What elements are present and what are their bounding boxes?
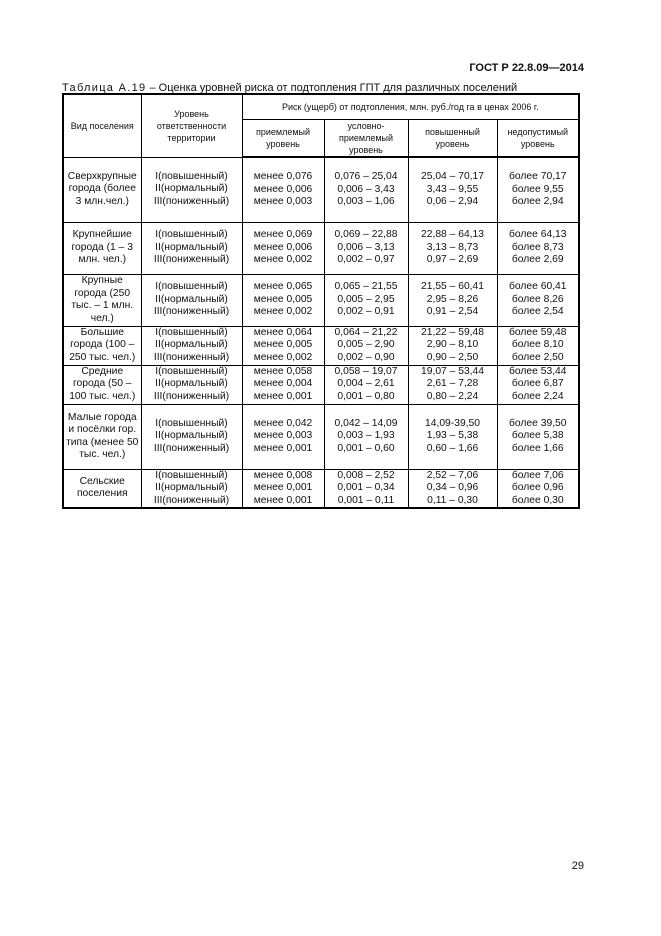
settlement-name: Крупные города (250 тыс. – 1 млн. чел.) — [63, 274, 141, 326]
responsibility-levels — [141, 326, 242, 365]
risk-value: более 2,54 — [511, 306, 564, 318]
risk-value: 0,002 – 0,91 — [337, 306, 395, 318]
risk-value: 0,006 – 3,43 — [337, 183, 395, 195]
risk-value: 14,09-39,50 — [425, 417, 480, 429]
risk-value: более 7,06 — [511, 469, 564, 481]
risk-value: 2,52 – 7,06 — [426, 469, 479, 481]
level-label: I(повышенный) — [155, 365, 228, 377]
level-label: I(повышенный) — [155, 170, 228, 182]
risk-value: более 2,50 — [511, 351, 564, 363]
risk-value: менее 0,001 — [253, 494, 313, 506]
risk-value: более 64,13 — [509, 229, 567, 241]
risk-value: более 9,55 — [511, 183, 564, 195]
risk-value: более 8,73 — [511, 241, 564, 253]
risk-value: 0,002 – 0,97 — [337, 254, 395, 266]
risk-value: менее 0,001 — [253, 442, 313, 454]
page-number: 29 — [571, 860, 584, 872]
risk-value: 0,001 – 0,34 — [337, 482, 395, 493]
risk-values — [242, 469, 324, 508]
risk-table — [62, 93, 580, 509]
risk-value: менее 0,001 — [253, 482, 313, 493]
risk-value: 0,003 – 1,06 — [337, 196, 395, 207]
risk-value: 0,003 – 1,93 — [337, 430, 395, 442]
risk-value: 21,55 – 60,41 — [421, 281, 484, 293]
table-row — [63, 326, 579, 365]
risk-values — [408, 469, 497, 508]
risk-values — [497, 404, 579, 469]
settlement-name: Сверхкрупные города (более 3 млн.чел.) — [63, 157, 141, 222]
header-settlement-type: Вид поселения — [63, 94, 141, 157]
level-label: II(нормальный) — [155, 378, 228, 390]
risk-values — [242, 222, 324, 274]
risk-value: 0,80 – 2,24 — [426, 390, 479, 402]
risk-value: более 5,38 — [511, 430, 564, 442]
risk-values — [497, 274, 579, 326]
risk-value: 0,11 – 0,30 — [427, 494, 478, 506]
risk-value: менее 0,002 — [253, 351, 313, 363]
table-row — [63, 404, 579, 469]
risk-value: 0,90 – 2,50 — [426, 351, 479, 363]
level-label: I(повышенный) — [155, 229, 228, 241]
level-label: III(пониженный) — [153, 351, 230, 363]
level-label: II(нормальный) — [155, 430, 228, 442]
risk-value: 0,058 – 19,07 — [334, 365, 398, 377]
header-acceptable: приемлемый уровень — [242, 120, 324, 158]
responsibility-levels — [141, 274, 242, 326]
risk-value: менее 0,003 — [253, 430, 313, 442]
risk-value: более 1,66 — [511, 442, 564, 454]
risk-value: более 53,44 — [509, 365, 567, 377]
table-row — [63, 274, 579, 326]
risk-values — [242, 274, 324, 326]
risk-value: менее 0,002 — [253, 306, 313, 318]
risk-values — [497, 365, 579, 404]
risk-value: более 0,96 — [511, 482, 564, 493]
risk-value: менее 0,008 — [253, 469, 313, 481]
table-row — [63, 157, 579, 222]
risk-value: менее 0,065 — [253, 281, 313, 293]
table-caption-label: Таблица А.19 — [62, 82, 147, 94]
risk-value: менее 0,006 — [253, 183, 313, 195]
risk-values — [497, 469, 579, 508]
risk-values — [408, 157, 497, 222]
risk-value: менее 0,005 — [253, 339, 313, 351]
risk-values — [497, 326, 579, 365]
risk-value: 0,34 – 0,96 — [426, 482, 479, 493]
level-label: II(нормальный) — [155, 339, 228, 351]
table-row — [63, 365, 579, 404]
risk-value: 2,90 – 8,10 — [426, 339, 479, 351]
level-label: I(повышенный) — [155, 281, 228, 293]
risk-value: 0,002 – 0,90 — [337, 351, 395, 363]
level-label: III(пониженный) — [153, 195, 230, 207]
settlement-name: Крупнейшие города (1 – 3 млн. чел.) — [63, 222, 141, 274]
risk-values — [242, 404, 324, 469]
risk-values — [324, 404, 408, 469]
risk-value: более 60,41 — [509, 281, 567, 293]
table-caption-text: – Оценка уровней риска от подтопления ГПТ для различных поселений — [146, 82, 518, 94]
risk-value: 0,042 – 14,09 — [334, 417, 398, 429]
settlement-name: Большие города (100 – 250 тыс. чел.) — [63, 326, 141, 365]
risk-value: 0,065 – 21,55 — [334, 281, 398, 293]
risk-value: 0,008 – 2,52 — [337, 469, 395, 481]
risk-value: более 70,17 — [509, 171, 567, 182]
risk-value: менее 0,069 — [253, 229, 313, 241]
risk-values — [408, 274, 497, 326]
level-label: II(нормальный) — [155, 293, 228, 305]
risk-value: 2,61 – 7,28 — [426, 378, 479, 390]
risk-value: менее 0,006 — [253, 241, 313, 253]
risk-value: 0,60 – 1,66 — [426, 442, 479, 454]
risk-value: 0,001 – 0,11 — [337, 494, 395, 506]
table-row — [63, 222, 579, 274]
risk-value: более 8,26 — [511, 293, 564, 305]
level-label: III(пониженный) — [153, 306, 230, 318]
risk-values — [324, 222, 408, 274]
settlement-name: Средние города (50 – 100 тыс. чел.) — [63, 365, 141, 404]
settlement-name: Сельские поселения — [63, 469, 141, 508]
risk-value: менее 0,003 — [253, 196, 313, 207]
risk-value: 22,88 – 64,13 — [421, 229, 484, 241]
risk-value: 0,006 – 3,13 — [337, 241, 395, 253]
responsibility-levels — [141, 469, 242, 508]
risk-value: 0,076 – 25,04 — [334, 171, 398, 182]
risk-value: 0,001 – 0,80 — [337, 390, 395, 402]
risk-value: менее 0,042 — [253, 417, 313, 429]
risk-values — [324, 326, 408, 365]
risk-value: 19,07 – 53,44 — [421, 365, 484, 377]
risk-value: менее 0,076 — [253, 171, 313, 182]
risk-value: менее 0,004 — [253, 378, 313, 390]
risk-value: 0,91 – 2,54 — [426, 306, 479, 318]
risk-value: 0,069 – 22,88 — [334, 229, 398, 241]
level-label: III(пониженный) — [153, 442, 230, 454]
header-conditionally-acceptable: условно-приемлемый уровень — [324, 120, 408, 158]
risk-value: 0,005 – 2,90 — [337, 339, 395, 351]
header-elevated: повышенный уровень — [408, 120, 497, 158]
risk-value: более 2,94 — [511, 196, 564, 207]
level-label: I(повышенный) — [155, 417, 228, 429]
risk-values — [408, 365, 497, 404]
risk-value: 2,95 – 8,26 — [426, 293, 479, 305]
responsibility-levels — [141, 365, 242, 404]
risk-value: 3,13 – 8,73 — [426, 241, 479, 253]
risk-value: менее 0,002 — [253, 254, 313, 266]
level-label: I(повышенный) — [155, 326, 228, 338]
level-label: II(нормальный) — [155, 183, 228, 195]
risk-values — [324, 157, 408, 222]
level-label: III(пониженный) — [153, 494, 230, 506]
level-label: III(пониженный) — [153, 254, 230, 266]
risk-values — [408, 326, 497, 365]
responsibility-levels — [141, 157, 242, 222]
risk-value: 1,93 – 5,38 — [426, 430, 479, 442]
header-unacceptable: недопустимый уровень — [497, 120, 579, 158]
risk-value: 25,04 – 70,17 — [421, 171, 484, 182]
level-label: II(нормальный) — [155, 241, 228, 253]
risk-value: 3,43 – 9,55 — [426, 183, 479, 195]
risk-values — [242, 326, 324, 365]
risk-values — [324, 274, 408, 326]
risk-value: более 6,87 — [511, 378, 564, 390]
risk-value: более 59,48 — [509, 326, 567, 338]
risk-value: менее 0,058 — [253, 365, 313, 377]
risk-values — [497, 222, 579, 274]
risk-value: 0,001 – 0,60 — [337, 442, 395, 454]
document-code: ГОСТ Р 22.8.09—2014 — [469, 62, 584, 74]
risk-values — [242, 365, 324, 404]
level-label: III(пониженный) — [153, 390, 230, 402]
responsibility-levels — [141, 222, 242, 274]
risk-values — [497, 157, 579, 222]
risk-value: менее 0,064 — [253, 326, 313, 338]
risk-value: 0,06 – 2,94 — [426, 196, 479, 207]
responsibility-levels — [141, 404, 242, 469]
risk-value: более 2,69 — [511, 254, 564, 266]
table-row — [63, 469, 579, 508]
risk-value: 0,004 – 2,61 — [337, 378, 395, 390]
risk-value: менее 0,005 — [253, 293, 313, 305]
risk-value: менее 0,001 — [253, 390, 313, 402]
risk-value: 21,22 – 59,48 — [421, 326, 484, 338]
risk-values — [242, 157, 324, 222]
level-label: II(нормальный) — [155, 482, 228, 493]
risk-value: 0,005 – 2,95 — [337, 293, 395, 305]
risk-values — [324, 469, 408, 508]
risk-values — [408, 404, 497, 469]
risk-value: 0,97 – 2,69 — [426, 254, 479, 266]
risk-value: более 0,30 — [511, 494, 564, 506]
risk-values — [324, 365, 408, 404]
risk-value: более 39,50 — [509, 417, 567, 429]
risk-value: более 8,10 — [511, 339, 564, 351]
settlement-name: Малые города и посёлки гор. типа (менее 50 тыс. чел.) — [63, 404, 141, 469]
header-risk-group: Риск (ущерб) от подтопления, млн. руб./год га в ценах 2006 г. — [242, 94, 579, 120]
header-responsibility-level: Уровень ответственности территории — [141, 94, 242, 157]
risk-values — [408, 222, 497, 274]
risk-value: 0,064 – 21,22 — [334, 326, 398, 338]
risk-value: более 2,24 — [511, 390, 564, 402]
level-label: I(повышенный) — [155, 469, 228, 481]
